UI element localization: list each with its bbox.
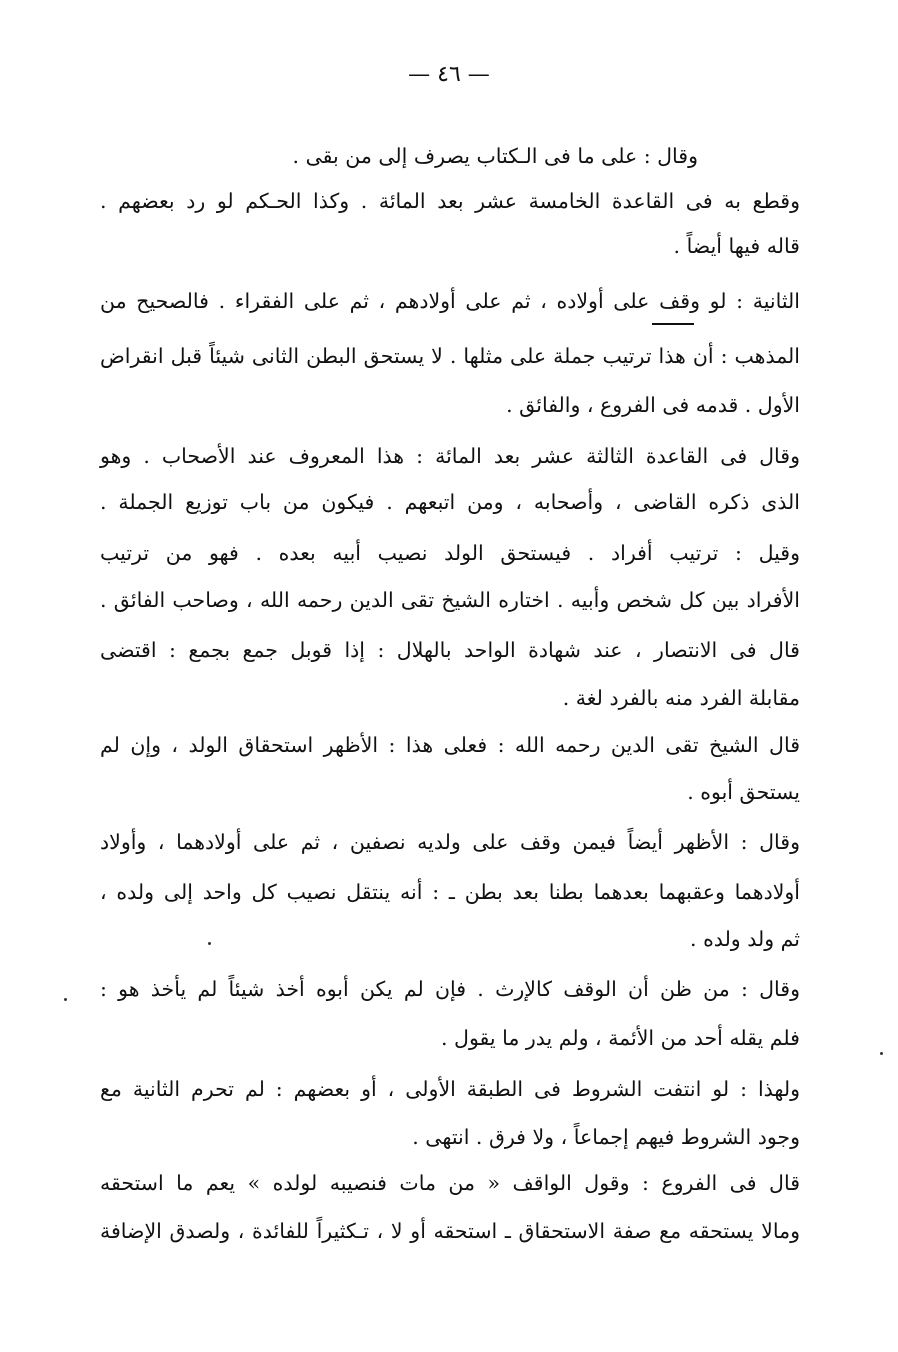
text-line-19: فلم يقله أحد من الأئمة ، ولم يدر ما يقول . [441,1026,800,1050]
text-line-8: الذى ذكره القاضى ، وأصحابه ، ومن اتبعهم . فيكون من باب توزيع الجملة . [100,490,800,514]
page-number: — ٤٦ — [408,62,490,87]
text-line-6: الأول . قدمه فى الفروع ، والفائق . [506,393,800,417]
text-line-13: قال الشيخ تقى الدين رحمه الله : فعلى هذا : الأظهر استحقاق الولد ، وإن لم [100,733,800,757]
text-line-22: قال فى الفروع : وقول الواقف « من مات فنصيبه لولده » يعم ما استحقه [100,1171,800,1195]
text-line-10: الأفراد بين كل شخص وأبيه . اختاره الشيخ تقى الدين رحمه الله ، وصاحب الفائق . [100,588,800,612]
text-line-18: وقال : من ظن أن الوقف كالإرث . فإن لم يكن أبوه أخذ شيئاً لم يأخذ هو : [100,977,800,1001]
text-line-5: المذهب : أن هذا ترتيب جملة على مثلها . لا يستحق البطن الثانى شيئاً قبل انقراض [100,344,800,368]
text-line-2: وقطع به فى القاعدة الخامسة عشر بعد المائة . وكذا الحـكم لو رد بعضهم . [100,189,800,213]
heading-underline [652,323,694,325]
text-line-9: وقيل : ترتيب أفراد . فيستحق الولد نصيب أبيه بعده . فهو من ترتيب [100,541,800,565]
text-line-14: يستحق أبوه . [687,780,800,804]
text-line-4: الثانية : لو وقف على أولاده ، ثم على أولادهم ، ثم على الفقراء . فالصحيح من [100,289,800,313]
text-line-16: أولادهما وعقبهما بعدهما بطنا بعد بطن ـ : أنه ينتقل نصيب كل واحد إلى ولده ، [100,880,800,904]
text-line-23: ومالا يستحقه مع صفة الاستحقاق ـ استحقه أو لا ، تـكثيراً للفائدة ، ولصدق الإضافة [100,1219,800,1243]
text-line-15: وقال : الأظهر أيضاً فيمن وقف على ولديه نصفين ، ثم على أولادهما ، وأولاد [100,830,800,854]
text-line-11: قال فى الانتصار ، عند شهادة الواحد بالهلال : إذا قوبل جمع بجمع : اقتضى [100,638,800,662]
speck-mark [64,998,67,1001]
speck-mark [880,1052,883,1055]
text-line-20: ولهذا : لو انتفت الشروط فى الطبقة الأولى ، أو بعضهم : لم تحرم الثانية مع [100,1077,800,1101]
speck-mark [208,942,211,945]
text-line-1: وقال : على ما فى الـكتاب يصرف إلى من بقى . [292,144,698,168]
text-line-7: وقال فى القاعدة الثالثة عشر بعد المائة : هذا المعروف عند الأصحاب . وهو [100,444,800,468]
text-line-12: مقابلة الفرد منه بالفرد لغة . [562,686,800,710]
text-line-17: ثم ولد ولده . [690,927,800,951]
text-line-21: وجود الشروط فيهم إجماعاً ، ولا فرق . انتهى . [412,1125,800,1149]
text-line-3: قاله فيها أيضاً . [673,234,800,258]
